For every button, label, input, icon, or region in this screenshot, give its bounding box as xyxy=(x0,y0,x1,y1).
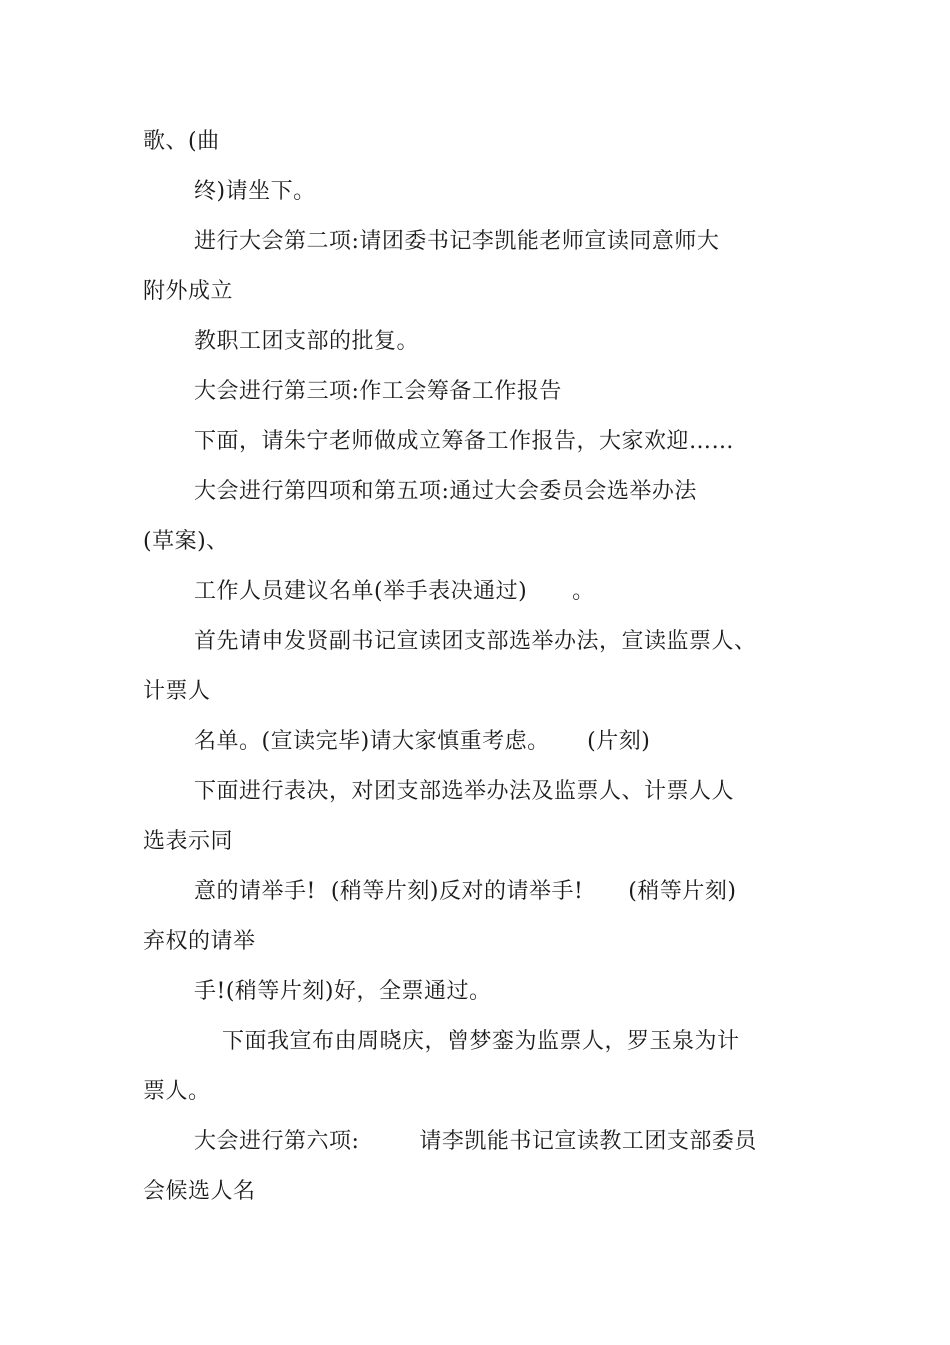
text-line: 大会进行第三项:作工会筹备工作报告 xyxy=(194,379,562,404)
text-line: 计票人 xyxy=(143,679,211,704)
text-line: 下面我宣布由周晓庆，曾梦銮为监票人，罗玉泉为计 xyxy=(222,1029,740,1054)
text-line: 名单。(宣读完毕)请大家慎重考虑。 (片刻) xyxy=(194,729,651,754)
text-line: 下面，请朱宁老师做成立筹备工作报告，大家欢迎…… xyxy=(194,429,735,454)
text-line: 下面进行表决，对团支部选举办法及监票人、计票人人 xyxy=(194,779,735,804)
text-line: 手!(稍等片刻)好，全票通过。 xyxy=(194,979,492,1004)
text-line: 大会进行第四项和第五项:通过大会委员会选举办法 xyxy=(194,479,697,504)
text-line: 票人。 xyxy=(143,1079,211,1104)
text-line: 教职工团支部的批复。 xyxy=(194,329,420,354)
text-line: (草案)、 xyxy=(143,529,229,554)
text-line: 选表示同 xyxy=(143,829,234,854)
text-line: 终)请坐下。 xyxy=(194,179,316,204)
text-line: 工作人员建议名单(举手表决通过) 。 xyxy=(194,579,595,604)
text-line: 附外成立 xyxy=(143,279,234,304)
text-line: 歌、(曲 xyxy=(143,129,220,154)
text-line: 弃权的请举 xyxy=(143,929,256,954)
text-line: 进行大会第二项:请团委书记李凯能老师宣读同意师大 xyxy=(194,229,720,254)
text-line: 大会进行第六项: 请李凯能书记宣读教工团支部委员 xyxy=(194,1129,757,1154)
text-line: 首先请申发贤副书记宣读团支部选举办法，宣读监票人、 xyxy=(194,629,757,654)
text-line: 意的请举手! (稍等片刻)反对的请举手! (稍等片刻) xyxy=(194,879,737,904)
text-line: 会候选人名 xyxy=(143,1179,256,1204)
